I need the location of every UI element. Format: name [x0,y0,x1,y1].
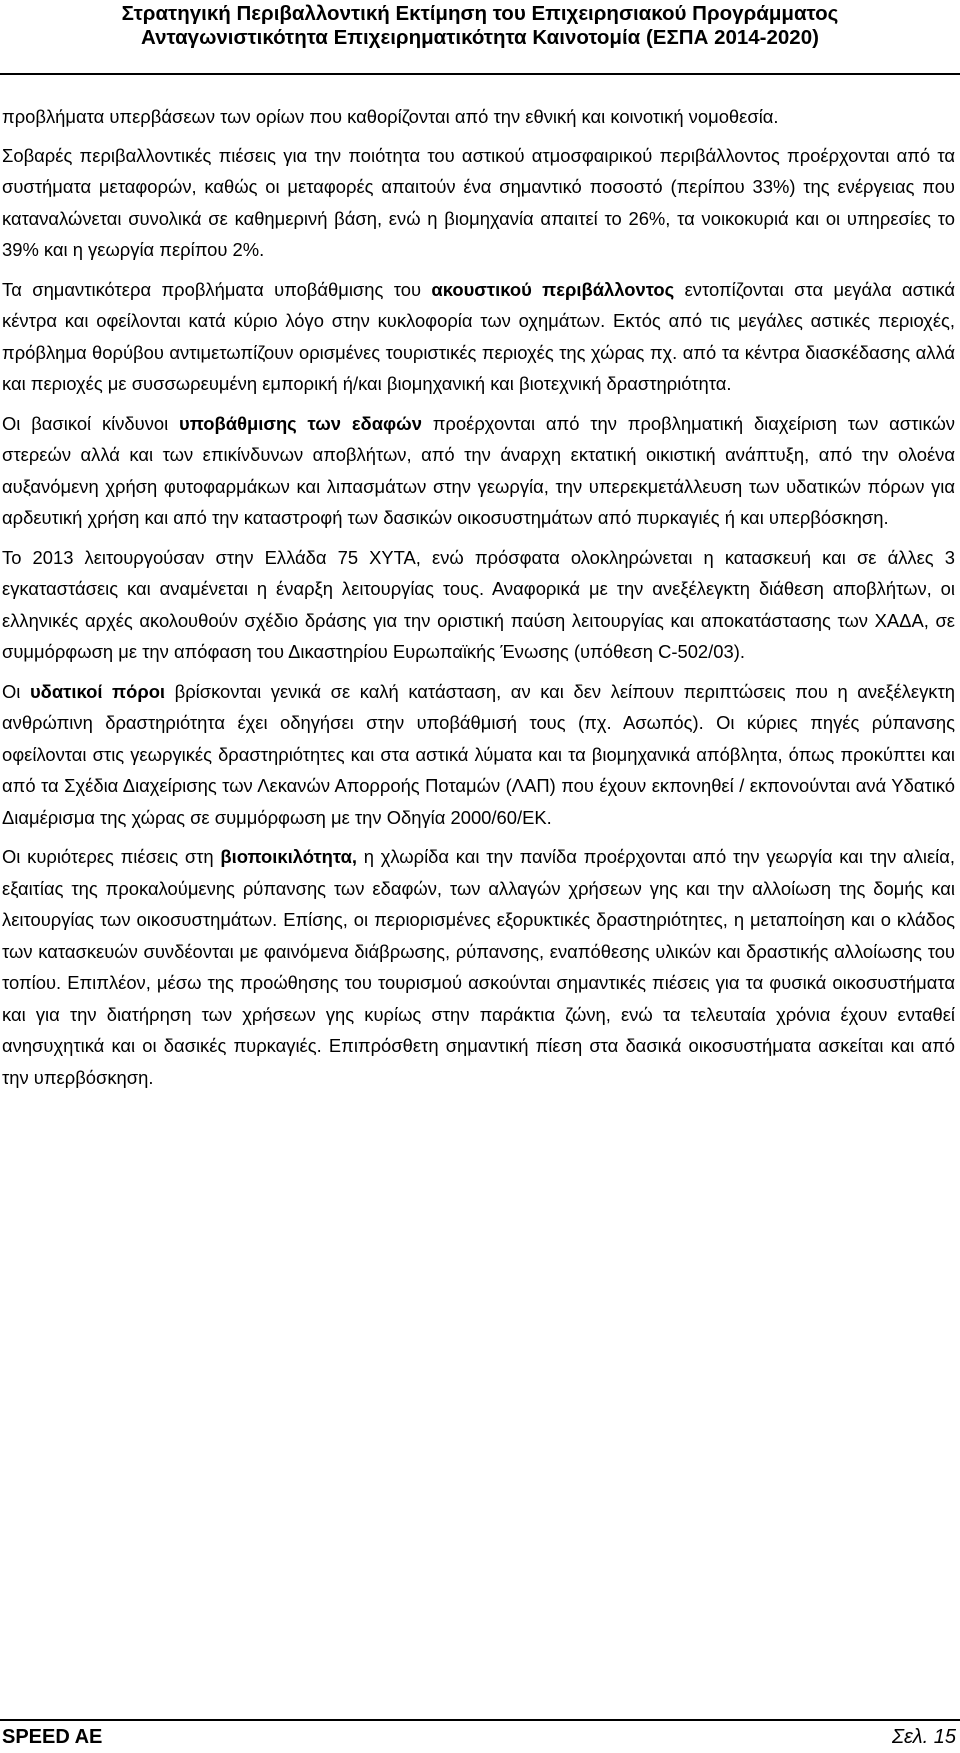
paragraph-text: Το 2013 λειτουργούσαν στην Ελλάδα 75 ΧΥΤΑ, ενώ πρόσφατα ολοκληρώνεται η κατασκευή και σε άλλες 3 εγκαταστάσεις και αναμένεται η έναρξη λειτουργίας τους. Αναφορικά με την ανεξέλεγκτη διάθεση αποβλήτων, οι ελληνικές αρχές ακολουθούν σχέδιο δράσης για την οριστική παύση λειτουργίας και αποκατάστασης των ΧΑΔΑ, σε συμμόρφωση με την απόφαση του Δικαστηρίου Ευρωπαϊκής Ένωσης (υπόθεση C-502/03). [2,546,955,662]
page-number: Σελ. 15 [892,1726,956,1748]
paragraph-text: Τα σημαντικότερα προβλήματα υποβάθμισης του [2,278,432,300]
paragraph-air-quality-continued [2,101,955,133]
page-footer [0,1722,960,1752]
paragraph-keyword: βιοποικιλότητα, [220,846,358,867]
paragraph-text: Οι βασικοί κίνδυνοι [2,412,180,434]
footer-company: SPEED AE [2,1726,103,1748]
paragraph-text: Οι κυριότερες πιέσεις στη [2,846,221,867]
paragraph-keyword: ακουστικού περιβάλλοντος [431,278,675,300]
paragraph-keyword: υδατικοί πόροι [29,680,166,702]
paragraph-acoustic-environment [2,274,955,400]
paragraph-text: βρίσκονται γενικά σε καλή κατάσταση, αν και δεν λείπουν περιπτώσεις που η ανεξέλεγκτη ανθρώπινη δραστηριότητα έχει οδηγήσει στην υποβάθμισή τους (πχ. Ασωπός). Οι κύριες πηγές ρύπανσης οφείλονται στις γεωργικές δραστηριότητες και στα αστικά λύματα και τα βιομηχανικά απόβλητα, όπως προκύπτει και από τα Σχέδια Διαχείρισης των Λεκανών Απορροής Ποταμών (ΛΑΠ) που έχουν εκπονηθεί / εκπονούνται ανά Υδατικό Διαμέρισμα της χώρας σε συμμόρφωση με την Οδηγία 2000/60/ΕΚ. [2,680,955,828]
page-header [0,0,960,74]
paragraph-text: προβλήματα υπερβάσεων των ορίων που καθορίζονται από την εθνική και κοινοτική νομοθεσία. [2,106,779,127]
paragraph-text: Οι [2,680,30,702]
paragraph-text: εντοπίζονται στα μεγάλα αστικά κέντρα και οφείλονται κατά κύριο λόγο στην κυκλοφορία των οχημάτων. Εκτός από τις μεγάλες αστικές περιοχές, πρόβλημα θορύβου αντιμετωπίζουν ορισμένες τουριστικές περιοχές της χώρας πχ. από τα κέντρα διασκέδασης αλλά και περιοχές με συσσωρευμένη εμπορική ή/και βιομηχανική και βιοτεχνική δραστηριότητα. [2,278,955,394]
paragraph-keyword: υποβάθμισης των εδαφών [179,412,422,434]
document-body [2,101,955,1101]
paragraph-text: η χλωρίδα και την πανίδα προέρχονται από την γεωργία και την αλιεία, εξαιτίας της προκαλούμενης ρύπανσης των εδαφών, των αλλαγών χρήσεων γης και την αλλοίωση της δομής και λειτουργίας των οικοσυστημάτων. Επίσης, οι περιορισμένες εξορυκτικές δραστηριότητες, η μεταποίηση και ο κλάδος των κατασκευών συνδέονται με φαινόμενα διάβρωσης, ρύπανσης, εναπόθεσης υλικών και δραστικής αλλοίωσης του τοπίου. Επιπλέον, μέσω της προώθησης του τουρισμού ασκούνται σημαντικές πιέσεις για τα φυσικά οικοσυστήματα και για την διατήρηση των χρήσεων γης κυρίως στην παράκτια ζώνη, ενώ τα τελευταία χρόνια έχουν ενταθεί ανησυχητικά και οι δασικές πυρκαγιές. Επιπρόσθετη σημαντική πίεση στα δασικά οικοσυστήματα ασκείται και από την υπερβόσκηση. [2,846,955,1088]
paragraph-transport-pressures [2,140,955,266]
paragraph-landfills [2,542,955,668]
paragraph-biodiversity [2,841,955,1093]
paragraph-text: προέρχονται από την προβληματική διαχείριση των αστικών στερεών αλλά και των επικίνδυνων αποβλήτων, από την άναρχη εκτατική οικιστική ανάπτυξη, από την ολοένα αυξανόμενη χρήση φυτοφαρμάκων και λιπασμάτων στην γεωργία, την υπερεκμετάλλευση των υδατικών πόρων για αρδευτική χρήση και από την καταστροφή των δασικών οικοσυστημάτων από πυρκαγιές ή και υπερβόσκηση. [2,412,955,528]
header-title-line-2: Ανταγωνιστικότητα Επιχειρηματικότητα Καινοτομία (ΕΣΠΑ 2014-2020) [141,26,819,49]
paragraph-text: Σοβαρές περιβαλλοντικές πιέσεις για την ποιότητα του αστικού ατμοσφαιρικού περιβάλλοντος προέρχονται από τα συστήματα μεταφορών, καθώς οι μεταφορές απαιτούν ένα σημαντικό ποσοστό (περίπου 33%) της ενέργειας που καταναλώνεται συνολικά σε καθημερινή βάση, ενώ η βιομηχανία απαιτεί το 26%, τα νοικοκυριά και οι υπηρεσίες το 39% και η γεωργία περίπου 2%. [2,144,955,260]
header-title-line-1: Στρατηγική Περιβαλλοντική Εκτίμηση του Επιχειρησιακού Προγράμματος [121,2,839,25]
footer-divider [0,1719,960,1721]
paragraph-water-resources [2,676,955,834]
header-divider [0,73,960,75]
paragraph-soil-degradation [2,408,955,534]
